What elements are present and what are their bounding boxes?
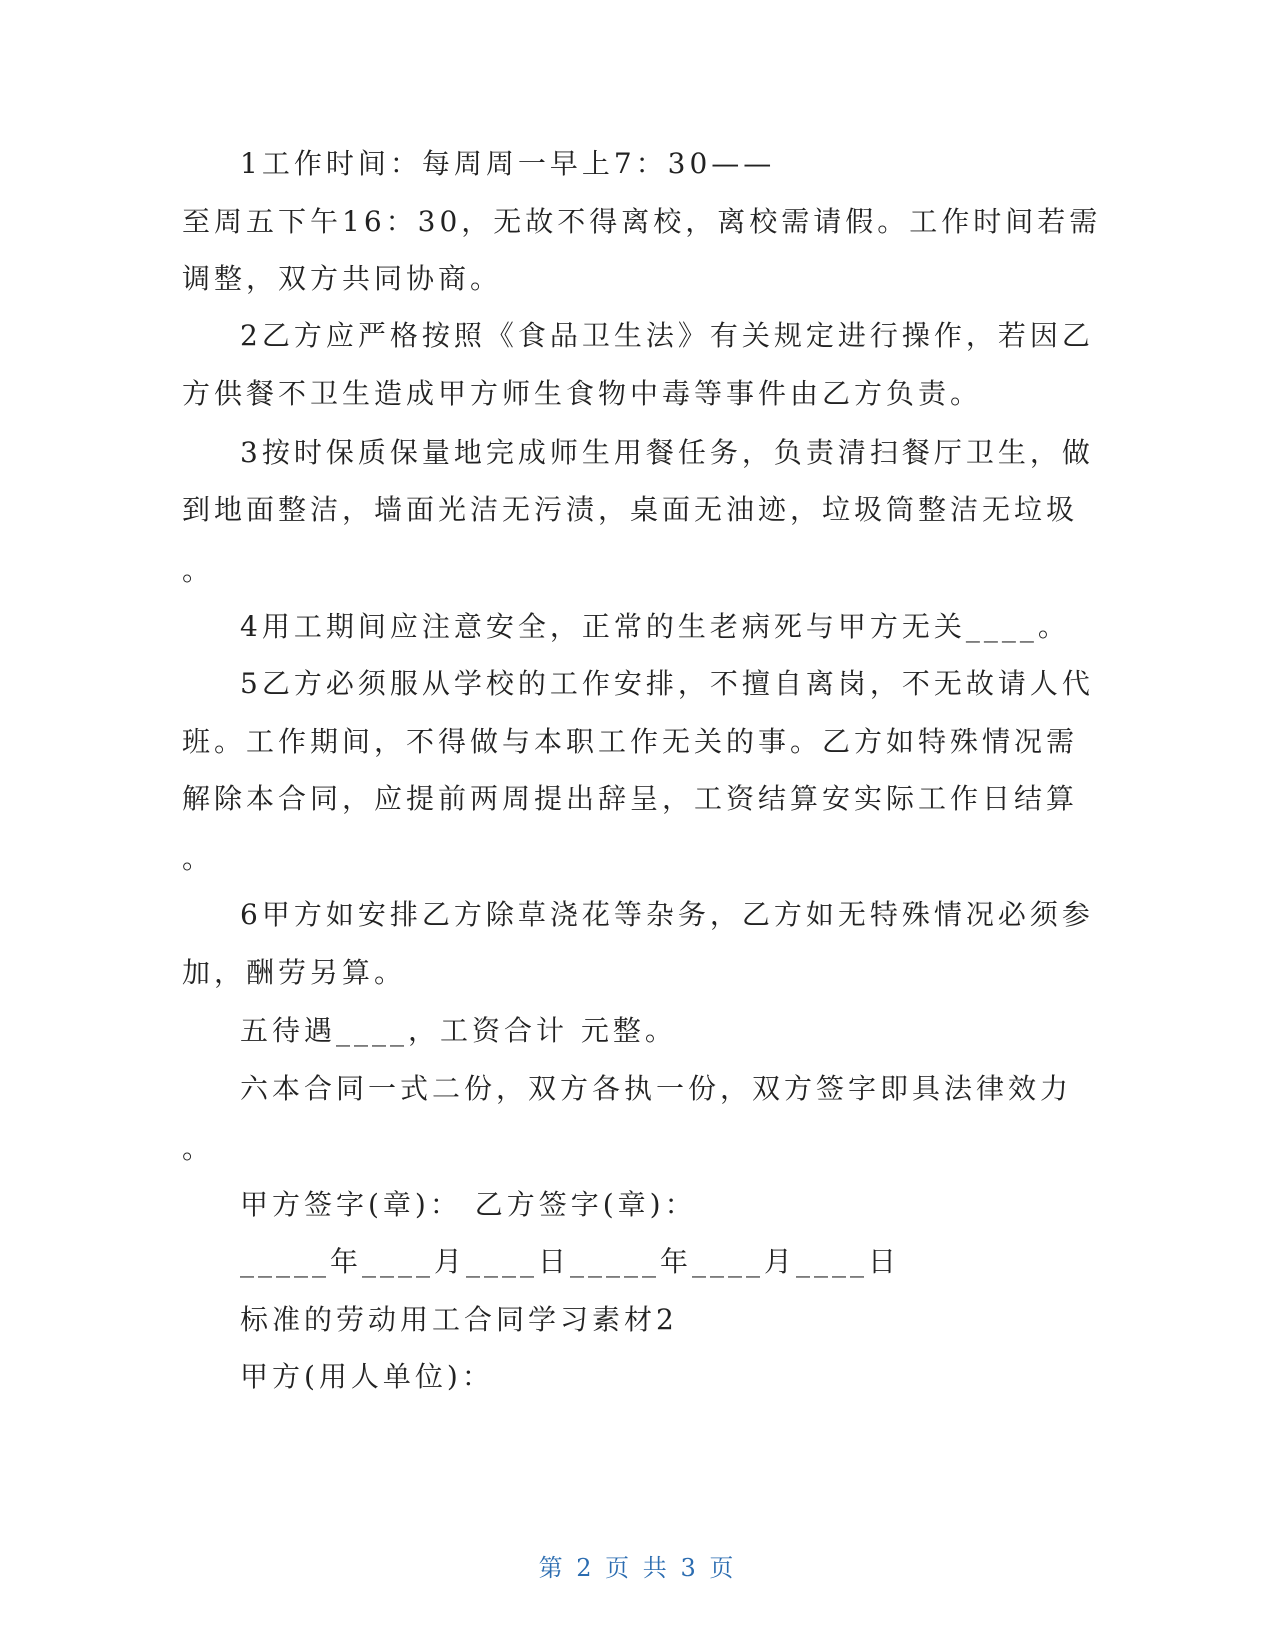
text-line: 解除本合同，应提前两周提出辞呈，工资结算安实际工作日结算 bbox=[182, 782, 1079, 815]
text-line: 。 bbox=[182, 1132, 215, 1165]
text-line: 5乙方必须服从学校的工作安排，不擅自离岗，不无故请人代 bbox=[240, 667, 1094, 700]
text-line: 到地面整洁，墙面光洁无污渍，桌面无油迹，垃圾筒整洁无垃圾 bbox=[182, 493, 1079, 526]
text-line: 3按时保质保量地完成师生用餐任务，负责清扫餐厅卫生，做 bbox=[240, 436, 1094, 469]
text-line: 。 bbox=[182, 842, 215, 875]
text-line: 加，酬劳另算。 bbox=[182, 956, 407, 989]
text-line: 调整，双方共同协商。 bbox=[182, 262, 503, 295]
page-number-footer: 第 2 页 共 3 页 bbox=[538, 1554, 737, 1582]
text-line: 。 bbox=[182, 554, 215, 587]
text-line: 甲方(用人单位)： bbox=[240, 1360, 494, 1393]
text-line: 2乙方应严格按照《食品卫生法》有关规定进行操作，若因乙 bbox=[240, 319, 1094, 352]
text-line: 至周五下午16：30，无故不得离校，离校需请假。工作时间若需 bbox=[182, 205, 1102, 238]
section-title: 标准的劳动用工合同学习素材2 bbox=[240, 1303, 678, 1336]
text-line: 六本合同一式二份，双方各执一份，双方签字即具法律效力 bbox=[240, 1072, 1073, 1105]
date-line: _____年____月____日_____年____月____日 bbox=[240, 1245, 901, 1278]
text-line: 班。工作期间，不得做与本职工作无关的事。乙方如特殊情况需 bbox=[182, 725, 1079, 758]
signature-line: 甲方签字(章)： 乙方签字(章)： bbox=[240, 1188, 697, 1221]
text-line: 1工作时间：每周周一早上7：30—— bbox=[240, 147, 776, 180]
text-line: 方供餐不卫生造成甲方师生食物中毒等事件由乙方负责。 bbox=[182, 377, 983, 410]
text-line: 4用工期间应注意安全，正常的生老病死与甲方无关____。 bbox=[240, 610, 1070, 643]
text-line: 五待遇____，工资合计 元整。 bbox=[240, 1014, 677, 1047]
text-line: 6甲方如安排乙方除草浇花等杂务，乙方如无特殊情况必须参 bbox=[240, 898, 1094, 931]
